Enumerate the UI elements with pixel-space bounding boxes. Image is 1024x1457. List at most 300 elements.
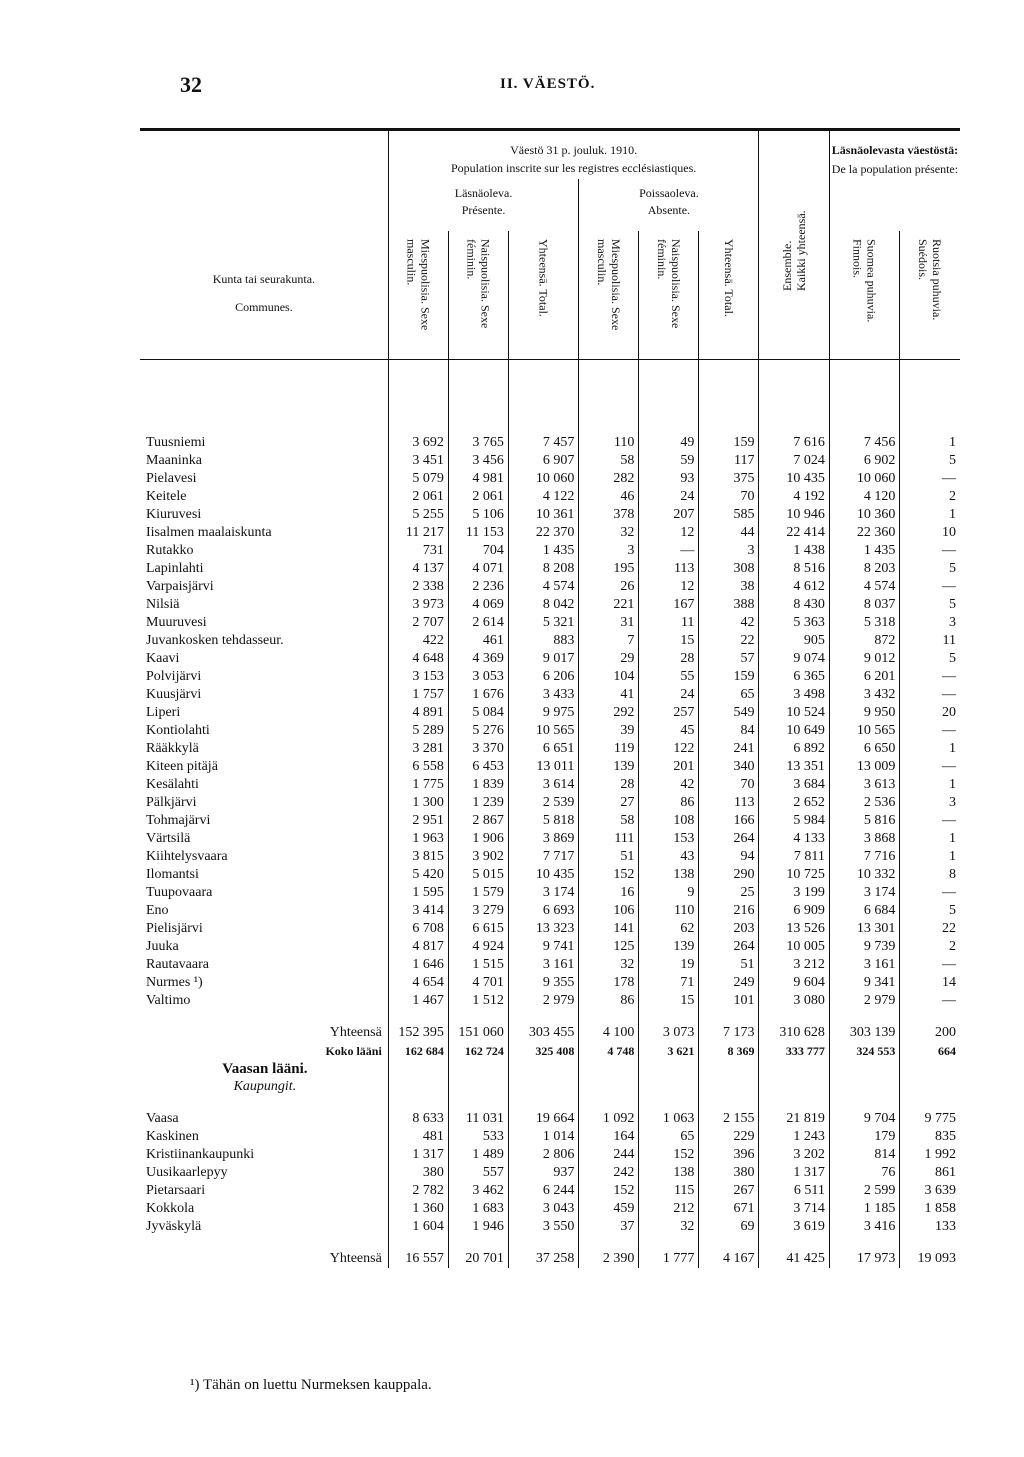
commune-name: Tuusniemi [146, 435, 206, 450]
value-cell: 2 652 [759, 794, 829, 812]
empty-cell [448, 1060, 508, 1078]
value-cell: 212 [639, 1200, 699, 1218]
value-cell: 459 [579, 1200, 639, 1218]
value-cell: 7 616 [759, 434, 829, 452]
header-spacer [140, 360, 960, 435]
empty-cell [829, 360, 899, 435]
absent-male-label: Miespuolisia. Sexe masculin. [594, 239, 623, 331]
present-female-label: Naispuolisia. Sexe féminin. [464, 239, 493, 329]
value-cell: 5 015 [448, 866, 508, 884]
value-cell: 7 811 [759, 848, 829, 866]
value-cell: 207 [639, 506, 699, 524]
value-cell: 1 858 [900, 1200, 960, 1218]
value-cell: 4 192 [759, 488, 829, 506]
value-cell: 10 946 [759, 506, 829, 524]
value-cell: 22 370 [508, 524, 578, 542]
value-cell: 4 648 [388, 650, 448, 668]
empty-cell [448, 1078, 508, 1096]
value-cell: 9 341 [829, 974, 899, 992]
table-row [140, 938, 960, 956]
table-body [140, 360, 960, 1269]
value-cell: 2 979 [829, 992, 899, 1010]
value-cell: 13 011 [508, 758, 578, 776]
value-cell: 3 073 [639, 1024, 699, 1042]
page-title: II. VÄESTÖ. [500, 76, 596, 92]
value-cell: 2 782 [388, 1182, 448, 1200]
empty-cell [699, 1236, 759, 1250]
empty-cell [508, 1060, 578, 1078]
value-cell: 249 [699, 974, 759, 992]
value-cell: 65 [699, 686, 759, 704]
value-cell: 3 043 [508, 1200, 578, 1218]
value-cell: 1 317 [759, 1164, 829, 1182]
value-cell: 4 981 [448, 470, 508, 488]
population-header-fr: Population inscrite sur les registres ecclésiastiques. [450, 161, 697, 175]
value-cell: 5 079 [388, 470, 448, 488]
value-cell: 152 [579, 866, 639, 884]
commune-name: Kuusjärvi [146, 687, 202, 702]
value-cell: 28 [579, 776, 639, 794]
value-cell: 13 323 [508, 920, 578, 938]
empty-cell [699, 1096, 759, 1110]
table-row [140, 866, 960, 884]
value-cell: 200 [900, 1024, 960, 1042]
value-cell: 3 053 [448, 668, 508, 686]
value-cell: 3 174 [508, 884, 578, 902]
value-cell: 86 [579, 992, 639, 1010]
value-cell: 39 [579, 722, 639, 740]
swedish-header [900, 231, 960, 360]
value-cell: 585 [699, 506, 759, 524]
absent-total-label: Yhteensä. Total. [721, 239, 736, 317]
value-cell: 3 869 [508, 830, 578, 848]
value-cell: 2 390 [579, 1250, 639, 1268]
absent-header-fi: Poissaoleva. [639, 186, 699, 200]
value-cell: 3 456 [448, 452, 508, 470]
value-cell: 42 [639, 776, 699, 794]
commune-name: Eno [146, 903, 169, 918]
table-row [140, 560, 960, 578]
value-cell: 2 338 [388, 578, 448, 596]
value-cell: 2 536 [829, 794, 899, 812]
empty-cell [759, 1060, 829, 1078]
commune-name: Kiihtelysvaara [146, 849, 228, 864]
value-cell: 153 [639, 830, 699, 848]
empty-cell [829, 1078, 899, 1096]
present-header-fi: Läsnäoleva. [454, 186, 513, 200]
value-cell: 216 [699, 902, 759, 920]
value-cell: 3 370 [448, 740, 508, 758]
value-cell: 1 185 [829, 1200, 899, 1218]
value-cell: 37 258 [508, 1250, 578, 1268]
empty-cell [579, 1096, 639, 1110]
empty-cell [448, 1010, 508, 1024]
value-cell: 44 [699, 524, 759, 542]
value-cell: 159 [699, 668, 759, 686]
value-cell: 9 950 [829, 704, 899, 722]
empty-cell [759, 1010, 829, 1024]
value-cell: 15 [639, 632, 699, 650]
value-cell: 32 [579, 956, 639, 974]
value-cell: 4 137 [388, 560, 448, 578]
value-cell: 221 [579, 596, 639, 614]
value-cell: 38 [699, 578, 759, 596]
empty-cell [508, 1236, 578, 1250]
commune-name: Kaskinen [146, 1129, 199, 1144]
table-row [140, 452, 960, 470]
absent-header [579, 179, 759, 231]
value-cell: 2 [900, 938, 960, 956]
value-cell: 6 907 [508, 452, 578, 470]
value-cell: 57 [699, 650, 759, 668]
value-cell: 375 [699, 470, 759, 488]
value-cell: 861 [900, 1164, 960, 1182]
value-cell: 4 167 [699, 1250, 759, 1268]
table-row [140, 434, 960, 452]
value-cell: 195 [579, 560, 639, 578]
value-cell: 3 414 [388, 902, 448, 920]
value-cell: 1 676 [448, 686, 508, 704]
table-row [140, 470, 960, 488]
empty-cell [140, 1010, 388, 1024]
value-cell: 1 [900, 740, 960, 758]
value-cell: 292 [579, 704, 639, 722]
value-cell: 69 [699, 1218, 759, 1236]
commune-name: Lapinlahti [146, 561, 204, 576]
value-cell: 3 613 [829, 776, 899, 794]
value-cell: 290 [699, 866, 759, 884]
value-cell: 3 [900, 794, 960, 812]
value-cell: 5 289 [388, 722, 448, 740]
value-cell: 108 [639, 812, 699, 830]
value-cell: 1 [900, 434, 960, 452]
value-cell: 17 973 [829, 1250, 899, 1268]
value-cell: 1 435 [829, 542, 899, 560]
value-cell: — [900, 578, 960, 596]
empty-cell [140, 360, 388, 435]
value-cell: 3 973 [388, 596, 448, 614]
commune-name: Polvijärvi [146, 669, 202, 684]
commune-name: Yhteensä [329, 1251, 382, 1266]
value-cell: 15 [639, 992, 699, 1010]
empty-cell [829, 1096, 899, 1110]
commune-name: Pielavesi [146, 471, 197, 486]
empty-cell [579, 1078, 639, 1096]
value-cell: 70 [699, 776, 759, 794]
present-male-header [388, 231, 448, 360]
value-cell: — [900, 686, 960, 704]
table-row [140, 1218, 960, 1236]
value-cell: 22 414 [759, 524, 829, 542]
value-cell: 8 042 [508, 596, 578, 614]
table-row [140, 920, 960, 938]
value-cell: 5 [900, 596, 960, 614]
empty-cell [829, 1060, 899, 1078]
value-cell: 4 924 [448, 938, 508, 956]
value-cell: 481 [388, 1128, 448, 1146]
value-cell: 2 951 [388, 812, 448, 830]
empty-cell [759, 1096, 829, 1110]
table-row [140, 794, 960, 812]
value-cell: 3 902 [448, 848, 508, 866]
value-cell: 9 017 [508, 650, 578, 668]
table-row [140, 596, 960, 614]
value-cell: 3 765 [448, 434, 508, 452]
value-cell: 6 684 [829, 902, 899, 920]
value-cell: — [639, 542, 699, 560]
commune-name: Jyväskylä [146, 1219, 202, 1234]
table-row [140, 1200, 960, 1218]
empty-cell [579, 1010, 639, 1024]
value-cell: 11 [900, 632, 960, 650]
value-cell: 303 139 [829, 1024, 899, 1042]
value-cell: 3 [699, 542, 759, 560]
commune-name: Rutakko [146, 543, 194, 558]
value-cell: 24 [639, 686, 699, 704]
value-cell: 461 [448, 632, 508, 650]
value-cell: 162 724 [448, 1042, 508, 1060]
section-subtitle [140, 1078, 960, 1096]
empty-cell [639, 360, 699, 435]
value-cell: 16 557 [388, 1250, 448, 1268]
table-row [140, 506, 960, 524]
value-cell: 396 [699, 1146, 759, 1164]
value-cell: 58 [579, 452, 639, 470]
empty-cell [900, 1010, 960, 1024]
present-male-label: Miespuolisia. Sexe masculin. [404, 239, 433, 331]
table-row [140, 830, 960, 848]
value-cell: 557 [448, 1164, 508, 1182]
value-cell: 3 212 [759, 956, 829, 974]
commune-header [140, 130, 388, 360]
commune-name: Varpaisjärvi [146, 579, 214, 594]
value-cell: 9 704 [829, 1110, 899, 1128]
value-cell: 5 106 [448, 506, 508, 524]
population-table [140, 128, 960, 1268]
value-cell: 340 [699, 758, 759, 776]
value-cell: 378 [579, 506, 639, 524]
value-cell: 6 708 [388, 920, 448, 938]
value-cell: 45 [639, 722, 699, 740]
value-cell: 1 775 [388, 776, 448, 794]
value-cell: 4 120 [829, 488, 899, 506]
population-header [388, 130, 759, 180]
value-cell: 3 161 [829, 956, 899, 974]
commune-name: Kristiinankaupunki [146, 1147, 255, 1162]
value-cell: 10 060 [508, 470, 578, 488]
value-cell: 3 174 [829, 884, 899, 902]
value-cell: 6 558 [388, 758, 448, 776]
page-number: 32 [180, 72, 202, 97]
value-cell: 3 639 [900, 1182, 960, 1200]
value-cell: 333 777 [759, 1042, 829, 1060]
value-cell: 282 [579, 470, 639, 488]
table-row [140, 1164, 960, 1182]
value-cell: 5 276 [448, 722, 508, 740]
value-cell: 6 693 [508, 902, 578, 920]
value-cell: — [900, 668, 960, 686]
value-cell: 46 [579, 488, 639, 506]
value-cell: 4 369 [448, 650, 508, 668]
value-cell: 106 [579, 902, 639, 920]
empty-cell [900, 1060, 960, 1078]
value-cell: 9 355 [508, 974, 578, 992]
commune-name: Liperi [146, 705, 181, 720]
value-cell: 6 615 [448, 920, 508, 938]
empty-cell [759, 1236, 829, 1250]
value-cell: 7 456 [829, 434, 899, 452]
value-cell: 6 244 [508, 1182, 578, 1200]
all-total-label: Kaikki yhteensä. Ensemble. [780, 210, 809, 291]
value-cell: 122 [639, 740, 699, 758]
empty-cell [829, 1010, 899, 1024]
value-cell: 9 604 [759, 974, 829, 992]
value-cell: 9 739 [829, 938, 899, 956]
empty-cell [900, 360, 960, 435]
value-cell: 20 701 [448, 1250, 508, 1268]
value-cell: 70 [699, 488, 759, 506]
value-cell: 5 984 [759, 812, 829, 830]
value-cell: 16 [579, 884, 639, 902]
value-cell: 13 526 [759, 920, 829, 938]
value-cell: 1 579 [448, 884, 508, 902]
value-cell: 22 [699, 632, 759, 650]
commune-name: Ilomantsi [146, 867, 199, 882]
empty-cell [448, 1096, 508, 1110]
value-cell: 9 975 [508, 704, 578, 722]
table-row [140, 956, 960, 974]
value-cell: 19 093 [900, 1250, 960, 1268]
commune-name: Vaasa [146, 1111, 179, 1126]
value-cell: 3 433 [508, 686, 578, 704]
commune-name: Kiuruvesi [146, 507, 202, 522]
empty-cell [579, 1236, 639, 1250]
language-subheader [829, 179, 960, 231]
value-cell: 3 692 [388, 434, 448, 452]
value-cell: 62 [639, 920, 699, 938]
value-cell: 264 [699, 830, 759, 848]
value-cell: 1 300 [388, 794, 448, 812]
value-cell: 3 153 [388, 668, 448, 686]
value-cell: 8 369 [699, 1042, 759, 1060]
empty-cell [579, 1060, 639, 1078]
value-cell: 2 539 [508, 794, 578, 812]
value-cell: 4 100 [579, 1024, 639, 1042]
value-cell: 12 [639, 524, 699, 542]
value-cell: 5 318 [829, 614, 899, 632]
value-cell: 7 457 [508, 434, 578, 452]
value-cell: 9 012 [829, 650, 899, 668]
table-row [140, 848, 960, 866]
value-cell: 5 [900, 902, 960, 920]
present-header [388, 179, 579, 231]
value-cell: 71 [639, 974, 699, 992]
value-cell: 2 614 [448, 614, 508, 632]
value-cell: 7 024 [759, 452, 829, 470]
value-cell: 303 455 [508, 1024, 578, 1042]
value-cell: 241 [699, 740, 759, 758]
present-header-fr: Présente. [461, 203, 506, 217]
language-header [829, 130, 960, 180]
empty-cell [579, 360, 639, 435]
value-cell: 5 255 [388, 506, 448, 524]
commune-name: Kokkola [146, 1201, 195, 1216]
value-cell: 1 360 [388, 1200, 448, 1218]
value-cell: 86 [639, 794, 699, 812]
table-row [140, 1182, 960, 1200]
absent-total-header [699, 231, 759, 360]
value-cell: 704 [448, 542, 508, 560]
value-cell: 3 432 [829, 686, 899, 704]
value-cell: 10 435 [759, 470, 829, 488]
value-cell: 104 [579, 668, 639, 686]
commune-name: Juvankosken tehdasseur. [146, 633, 284, 648]
value-cell: 6 651 [508, 740, 578, 758]
table-row [140, 884, 960, 902]
value-cell: 203 [699, 920, 759, 938]
table-row [140, 614, 960, 632]
value-cell: 1 [900, 848, 960, 866]
value-cell: 10 360 [829, 506, 899, 524]
commune-name: Pielisjärvi [146, 921, 203, 936]
empty-cell [699, 1010, 759, 1024]
empty-cell [639, 1078, 699, 1096]
value-cell: 49 [639, 434, 699, 452]
row-gap [140, 1010, 960, 1024]
table-row [140, 992, 960, 1010]
empty-cell [508, 360, 578, 435]
empty-cell [388, 1010, 448, 1024]
table-row [140, 1128, 960, 1146]
value-cell: 1 063 [639, 1110, 699, 1128]
value-cell: 937 [508, 1164, 578, 1182]
value-cell: 13 351 [759, 758, 829, 776]
value-cell: 3 [900, 614, 960, 632]
value-cell: 113 [639, 560, 699, 578]
value-cell: — [900, 722, 960, 740]
value-cell: 24 [639, 488, 699, 506]
empty-cell [900, 1096, 960, 1110]
empty-cell [639, 1096, 699, 1110]
commune-name: Nurmes ¹) [146, 975, 203, 990]
value-cell: 65 [639, 1128, 699, 1146]
value-cell: 835 [900, 1128, 960, 1146]
value-cell: 1 946 [448, 1218, 508, 1236]
value-cell: 3 451 [388, 452, 448, 470]
value-cell: 6 201 [829, 668, 899, 686]
value-cell: 115 [639, 1182, 699, 1200]
absent-female-label: Naispuolisia. Sexe féminin. [654, 239, 683, 329]
empty-cell [639, 1010, 699, 1024]
value-cell: 4 069 [448, 596, 508, 614]
value-cell: 2 599 [829, 1182, 899, 1200]
value-cell: 32 [579, 524, 639, 542]
value-cell: 2 979 [508, 992, 578, 1010]
value-cell: 267 [699, 1182, 759, 1200]
value-cell: 5 818 [508, 812, 578, 830]
value-cell: 6 365 [759, 668, 829, 686]
value-cell: 3 868 [829, 830, 899, 848]
value-cell: 8 430 [759, 596, 829, 614]
value-cell: 11 [639, 614, 699, 632]
value-cell: 4 654 [388, 974, 448, 992]
value-cell: 19 664 [508, 1110, 578, 1128]
value-cell: 139 [579, 758, 639, 776]
value-cell: 10 361 [508, 506, 578, 524]
value-cell: 2 707 [388, 614, 448, 632]
table-row [140, 578, 960, 596]
section-end-gap [140, 1236, 960, 1250]
